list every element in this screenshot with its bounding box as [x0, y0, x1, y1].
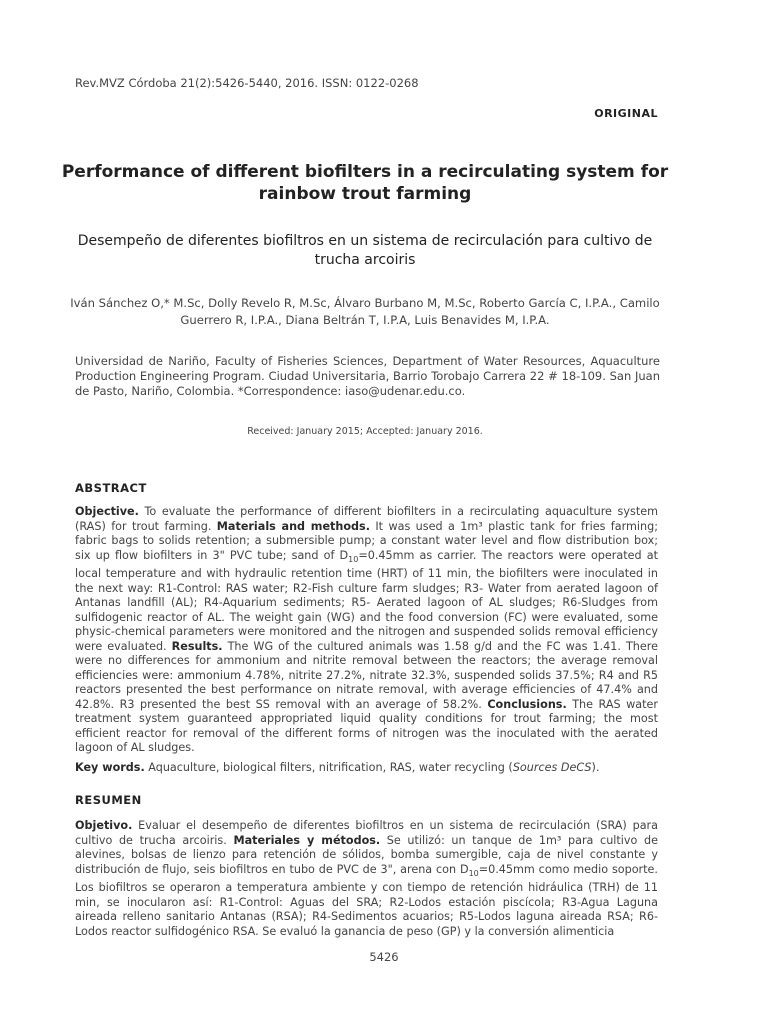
abstract-heading: ABSTRACT: [75, 481, 147, 495]
resumen-methods-part2: =0.45mm como medio soporte. Los biofiltros se operaron a temperatura ambiente y con tiempo de retención hidráulica (TRH) de 11 min, se inocularon así: R1-Control: Aguas del SRA; R2-Lodos estación piscícola; R3-Agua Laguna aireada relleno sanitario Antanas (RSA); R4-Sedimentos acuarios; R5-Lodos laguna aireada RSA; R6-Lodos reactor sulfidogénico RSA. Se evaluó la ganancia de peso (GP) y la conversión alimenticia: [75, 862, 658, 938]
abstract-conclusions-label: Conclusions.: [487, 697, 567, 711]
journal-citation: Rev.MVZ Córdoba 21(2):5426-5440, 2016. ISSN: 0122-0268: [75, 76, 419, 90]
resumen-methods-label: Materiales y métodos.: [233, 833, 381, 847]
resumen-text: [75, 819, 658, 939]
abstract-text: [75, 505, 658, 756]
page-number: 5426: [369, 950, 399, 964]
keywords-end: ).: [591, 761, 600, 774]
abstract-results-label: Results.: [171, 639, 223, 653]
abstract-objective: To evaluate the performance of different biofilters in a recirculating aquaculture system (RAS) for trout farming.: [75, 505, 658, 533]
abstract-methods-part1: It was used a 1m³ plastic tank for fries farming; fabric bags to solids retention; a submersible pump; a constant water level and flow distribution box; six up flow biofilters in 3" PVC tube; sand of D: [75, 519, 658, 562]
keywords-source: Sources DeCS: [512, 761, 592, 774]
author-list: Iván Sánchez O,* M.Sc, Dolly Revelo R, M.Sc, Álvaro Burbano M, M.Sc, Roberto García C, I.P.A., Camilo Guerrero R, I.P.A., Diana Beltrán T, I.P.A, Luis Benavides M, I.P.A.: [70, 296, 660, 327]
keywords: [75, 761, 658, 776]
received-dates: Received: January 2015; Accepted: January 2016.: [247, 426, 483, 437]
keywords-text: Aquaculture, biological filters, nitrification, RAS, water recycling (: [144, 761, 513, 774]
affiliation: Universidad de Nariño, Faculty of Fisheries Sciences, Department of Water Resources, Aquaculture Production Engineering Program. Ciudad Universitaria, Barrio Torobajo Carrera 22 # 18-109. San Juan de Pasto, Nariño, Colombia. *Correspondence: iaso@udenar.edu.co.: [75, 354, 660, 398]
resumen-methods-part1: Se utilizó: un tanque de 1m³ para cultivo de alevines, bolsas de lienzo para retención de sólidos, bomba sumergible, caja de nivel constante y distribución de flujo, seis biofiltros en tubo de PVC de 3", arena con D: [75, 833, 658, 876]
article-type-label: ORIGINAL: [594, 107, 658, 120]
keywords-label: Key words.: [75, 761, 145, 774]
resumen-heading: RESUMEN: [75, 793, 142, 807]
resumen-subscript: 10: [468, 868, 479, 878]
abstract-methods-part2: =0.45mm as carrier. The reactors were operated at local temperature and with hydraulic retention time (HRT) of 11 min, the biofilters were inoculated in the next way: R1-Control: RAS water; R2-Fish culture farm sludges; R3- Water from aerated lagoon of Antanas landfill (AL); R4-Aquarium sediments; R5- Aerated lagoon of AL sludges; R6-Sludges from sulfidogenic reactor of AL. The weight gain (WG) and the food conversion (FC) were evaluated, some physic-chemical parameters were monitored and the nitrogen and suspended solids removal efficiency were evaluated.: [75, 548, 658, 653]
resumen-objective: Evaluar el desempeño de diferentes biofiltros en un sistema de recirculación (SRA) para cultivo de trucha arcoiris.: [75, 819, 658, 847]
resumen-objective-label: Objetivo.: [75, 819, 133, 832]
abstract-results: The WG of the cultured animals was 1.58 g/d and the FC was 1.41. There were no differences for ammonium and nitrite removal between the reactors; the average removal efficiencies were: ammonium 4.78%, nitrite 27.2%, nitrate 32.3%, suspended solids 37.5%; R4 and R5 reactors presented the best performance on nitrate removal, with average efficiencies of 47.4% and 42.8%. R3 presented the best SS removal with an average of 58.2%.: [75, 639, 658, 711]
abstract-objective-label: Objective.: [75, 505, 139, 518]
abstract-methods-label: Materials and methods.: [216, 519, 370, 533]
abstract-subscript: 10: [348, 554, 359, 564]
paper-title-spanish: Desempeño de diferentes biofiltros en un sistema de recirculación para cultivo de trucha arcoiris: [77, 233, 653, 268]
paper-title: Performance of different biofilters in a recirculating system for rainbow trout farming: [61, 162, 669, 204]
abstract-conclusions: The RAS water treatment system guaranteed appropriated liquid quality conditions for trout farming; the most efficient reactor for removal of the different forms of nitrogen was the inoculated with the aerated lagoon of AL sludges.: [75, 697, 658, 755]
